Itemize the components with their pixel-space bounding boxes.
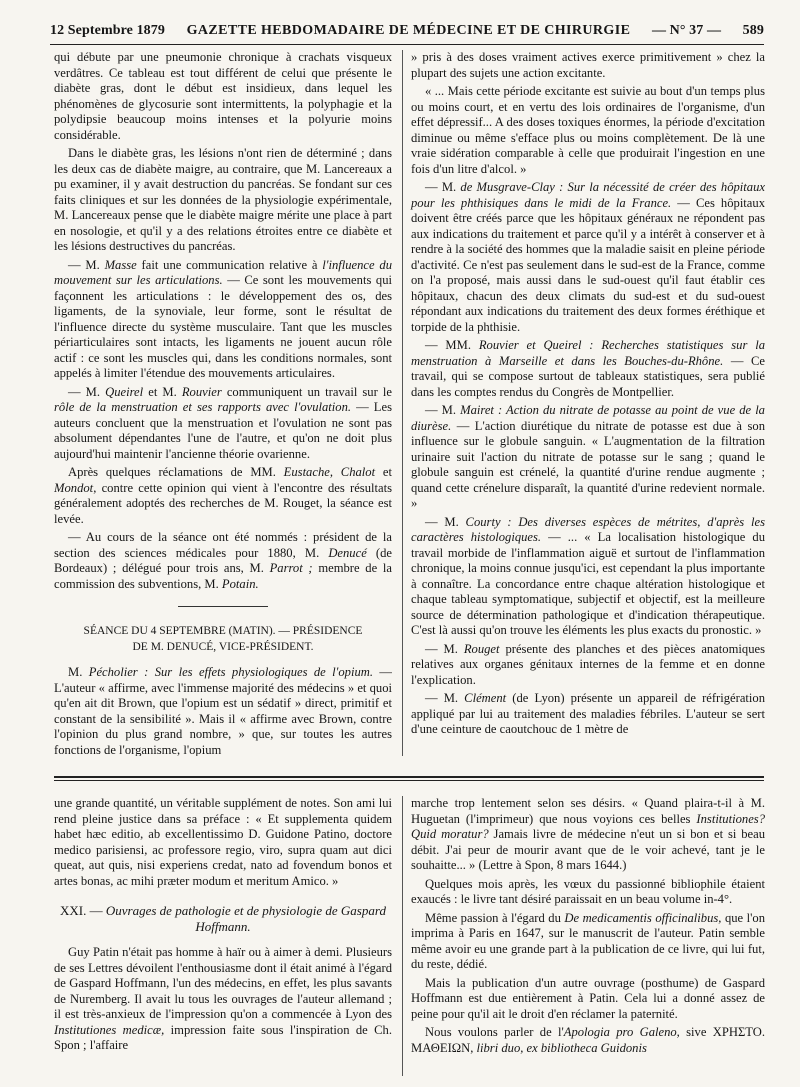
session-heading: SÉANCE DU 4 SEPTEMBRE (MATIN). — PRÉSIDENCE DE M. DENUCÉ, VICE-PRÉSIDENT. — [83, 625, 363, 653]
paragraph: — MM. Rouvier et Queirel : Recherches statistiques sur la menstruation à Marseille et dans les Bouches-du-Rhône. — Ce travail, qui se compose surtout de tableaux statistiques, sera publié dans les comptes rendus du Congrès de Montpellier. — [411, 338, 765, 399]
paragraph: — M. Clément (de Lyon) présente un appareil de réfrigération appliqué par lui au traitement des maladies fébriles. L'auteur se sert d'une ceinture de caoutchouc de 1 mètre de — [411, 691, 765, 736]
paragraph: — M. Queirel et M. Rouvier communiquent un travail sur le rôle de la menstruation et ses rapports avec l'ovulation. — Les auteurs concluent que la menstruation et l'ovulation ne sont pas absolument dépendantes l'une de l'autre, et qu'on ne doit plus aujourd'hui maintenir l'ancienne théorie ovarienne. — [54, 384, 392, 461]
page-number: 589 — [742, 23, 764, 38]
section-divider — [178, 606, 268, 607]
paragraph: Même passion à l'égard du De medicamentis officinalibus, que l'on imprima à Paris en 1647, sur le manuscrit de l'auteur. Patin semble même avoir eu une grande part à la publication de ce livre, qui lui fut, du reste, dédié. — [411, 910, 765, 971]
journal-title: GAZETTE HEBDOMADAIRE DE MÉDECINE ET DE CHIRURGIE — [186, 23, 631, 38]
issue-number: — N° 37 — — [651, 23, 722, 38]
paragraph: Après quelques réclamations de MM. Eustache, Chalot et Mondot, contre cette opinion qui vient à l'encontre des résultats généralement adoptés des recherches de M. Rouget, la séance est levée. — [54, 465, 392, 526]
paragraph: — M. Courty : Des diverses espèces de métrites, d'après les caractères histologiques. — ... « La localisation histologique du travail morbide de l'inflammation aiguë et surtout de l'inflammation chronique, la moins connue jusqu'ici, est cependant la plus importante à connaître. La concordance entre chaque altération histologique et chaque tableau symptomatique, subjectif et objectif, est la meilleure source de détermination pathologique et d'indication thérapeutique. C'est là aussi qu'on trouve les éléments les plus exacts du pronostic. » — [411, 514, 765, 637]
paragraph: qui débute par une pneumonie chronique à crachats visqueux verdâtres. Ce tableau est tout différent de celui que présente le diabète gras, dont le début est insidieux, dans lequel les phénomènes de glycosurie sont intermittents, la polyphagie et la polydipsie beaucoup moins intenses et la polyurie moins considérable. — [54, 50, 392, 142]
column-right-top — [402, 50, 765, 756]
column-right-bottom — [402, 796, 765, 1076]
paragraph: — M. de Musgrave-Clay : Sur la nécessité de créer des hôpitaux pour les phthisiques dans le midi de la France. — Ces hôpitaux doivent être créés parce que les hôpitaux généraux ne répondent pas aux indications du traitement et parce qu'il y a intérêt à conserver et à rendre à la société des hommes que la maladie saisit en pleine période d'activité. Ce n'est pas seulement dans le sud-est de la France, comme on l'a proposé, mais aussi dans le sud-ouest qu'il faut établir ces hôpitaux, chacun des deux climats du sud-est et du sud-ouest répondant aux indications du traitement des deux formes éréthique et torpide de la phthisie. — [411, 180, 765, 334]
paragraph: une grande quantité, un véritable supplément de notes. Son ami lui rend pleine justice dans sa préface : « Et supplementa quidem habet hæc editio, ab excellentissimo D. Guidone Patino, doctore medico parisiensi, ac professore regio, viro, supra quam aut dici queat, aut quis, nisi experiens credat, nato ad fovendum bonos et artes bonas, ac mihi præter modum et meritum Amico. » — [54, 796, 392, 888]
paragraph: » pris à des doses vraiment actives exerce primitivement » chez la plupart des sujets une action excitante. — [411, 50, 765, 80]
paragraph: M. Pécholier : Sur les effets physiologiques de l'opium. — L'auteur « affirme, avec l'immense majorité des médecins » et quoi qu'en ait dit Brown, que l'opium est un sédatif » direct, primitif et constant de la sensibilité ». Mais il « affirme avec Brown, contre l'opinion du plus grand nombre, » que, sur toutes les autres fonctions de l'organisme, l'opium — [54, 665, 392, 756]
paragraph: Guy Patin n'était pas homme à haïr ou à aimer à demi. Plusieurs de ses Lettres dévoilent l'enthousiasme dont il était animé à l'égard de Gaspard Hoffmann, l'un des médecins, en effet, les plus savants de Nuremberg. Il avait lu tous les ouvrages de l'auteur allemand ; il est très-anxieux de l'impression qu'on a commencée à Lyon des Institutiones medicæ, impression faite sous l'inspiration de Ch. Spon ; l'affaire — [54, 945, 392, 1052]
header-date: 12 Septembre 1879 — [50, 23, 165, 38]
column-left-bottom — [54, 796, 392, 1076]
feuilleton-divider-thin — [54, 780, 764, 781]
paragraph: Dans le diabète gras, les lésions n'ont rien de déterminé ; dans les deux cas de diabète maigre, au contraire, que M. Lancereaux a pu examiner, il y avait destruction du pancréas. Se fondant sur ces faits cliniques et sur les données de la physiologie expérimentale, M. Lancereaux pense que le diabète maigre mérite une place à part en nosologie, et qu'il y a des relations étroites entre ce diabète et les lésions destructives du pancréas. — [54, 146, 392, 253]
paragraph: Quelques mois après, les vœux du passionné bibliophile étaient exaucés : le livre tant désiré paraissait en un beau volume in-4°. — [411, 876, 765, 906]
section-heading: XXI. — Ouvrages de pathologie et de physiologie de Gaspard Hoffmann. — [60, 903, 386, 934]
paragraph: — M. Masse fait une communication relative à l'influence du mouvement sur les articulations. — Ce sont les mouvements qui façonnent les articulations : le développement des os, des ligaments, de la synoviale, leur forme, sont le résultat de l'influence directe du système musculaire. Tant que les muscles périarticulaires sont intacts, les ligaments ne jouent aucun rôle actif : ce sont les muscles qui, dans les conditions normales, sont appelés à limiter l'étendue des mouvements articulaires. — [54, 257, 392, 380]
feuilleton-divider — [54, 776, 764, 778]
paragraph: marche trop lentement selon ses désirs. « Quand plaira-t-il à M. Huguetan (l'imprimeur) que nous voyions ces belles Institutiones? Quid moratur? Jamais livre de médecine n'eut un si bon et si beau débit. J'ai peur de mourir avant que de le voir achevé, tant je le souhaitte... » (Lettre à Spon, 8 mars 1644.) — [411, 796, 765, 872]
paragraph: Mais la publication d'un autre ouvrage (posthume) de Gaspard Hoffmann est due entièrement à Patin. Cela lui a donné assez de peine pour qu'il ait le droit d'en réclamer la paternité. — [411, 975, 765, 1021]
paragraph: Nous voulons parler de l'Apologia pro Galeno, sive ΧΡΗΣΤΟ. ΜΑΘΕΙΩΝ, libri duo, ex bibliotheca Guidonis — [411, 1025, 765, 1055]
column-left-top — [54, 50, 392, 756]
page-header — [50, 18, 764, 45]
paragraph: « ... Mais cette période excitante est suivie au bout d'un temps plus ou moins court, et en vertu des lois ordinaires de l'organisme, d'un effet dépressif... A des doses toxiques énormes, la période d'excitation diminue ou même s'efface plus ou moins complètement. De là une vraie sidération comparable à celle que produirait l'ingestion en une fois d'un litre d'alcol. » — [411, 84, 765, 176]
paragraph: — M. Mairet : Action du nitrate de potasse au point de vue de la diurèse. — L'action diurétique du nitrate de potasse est due à son influence sur le globule sanguin. « L'augmentation de la filtration urinaire suit l'action du nitrate de potasse sur le sang ; quand le globule sanguin est crénelé, la quantité d'urine rendue augmente ; quand cette crénelure disparaît, la quantité d'urine redevient normale. » — [411, 403, 765, 510]
paragraph: — M. Rouget présente des planches et des pièces anatomiques relatives aux organes génitaux internes de la femme et en donne l'explication. — [411, 641, 765, 687]
paragraph: — Au cours de la séance ont été nommés : président de la section des sciences médicales pour 1880, M. Denucé (de Bordeaux) ; délégué pour trois ans, M. Parrot ; membre de la commission des subventions, M. Potain. — [54, 530, 392, 591]
